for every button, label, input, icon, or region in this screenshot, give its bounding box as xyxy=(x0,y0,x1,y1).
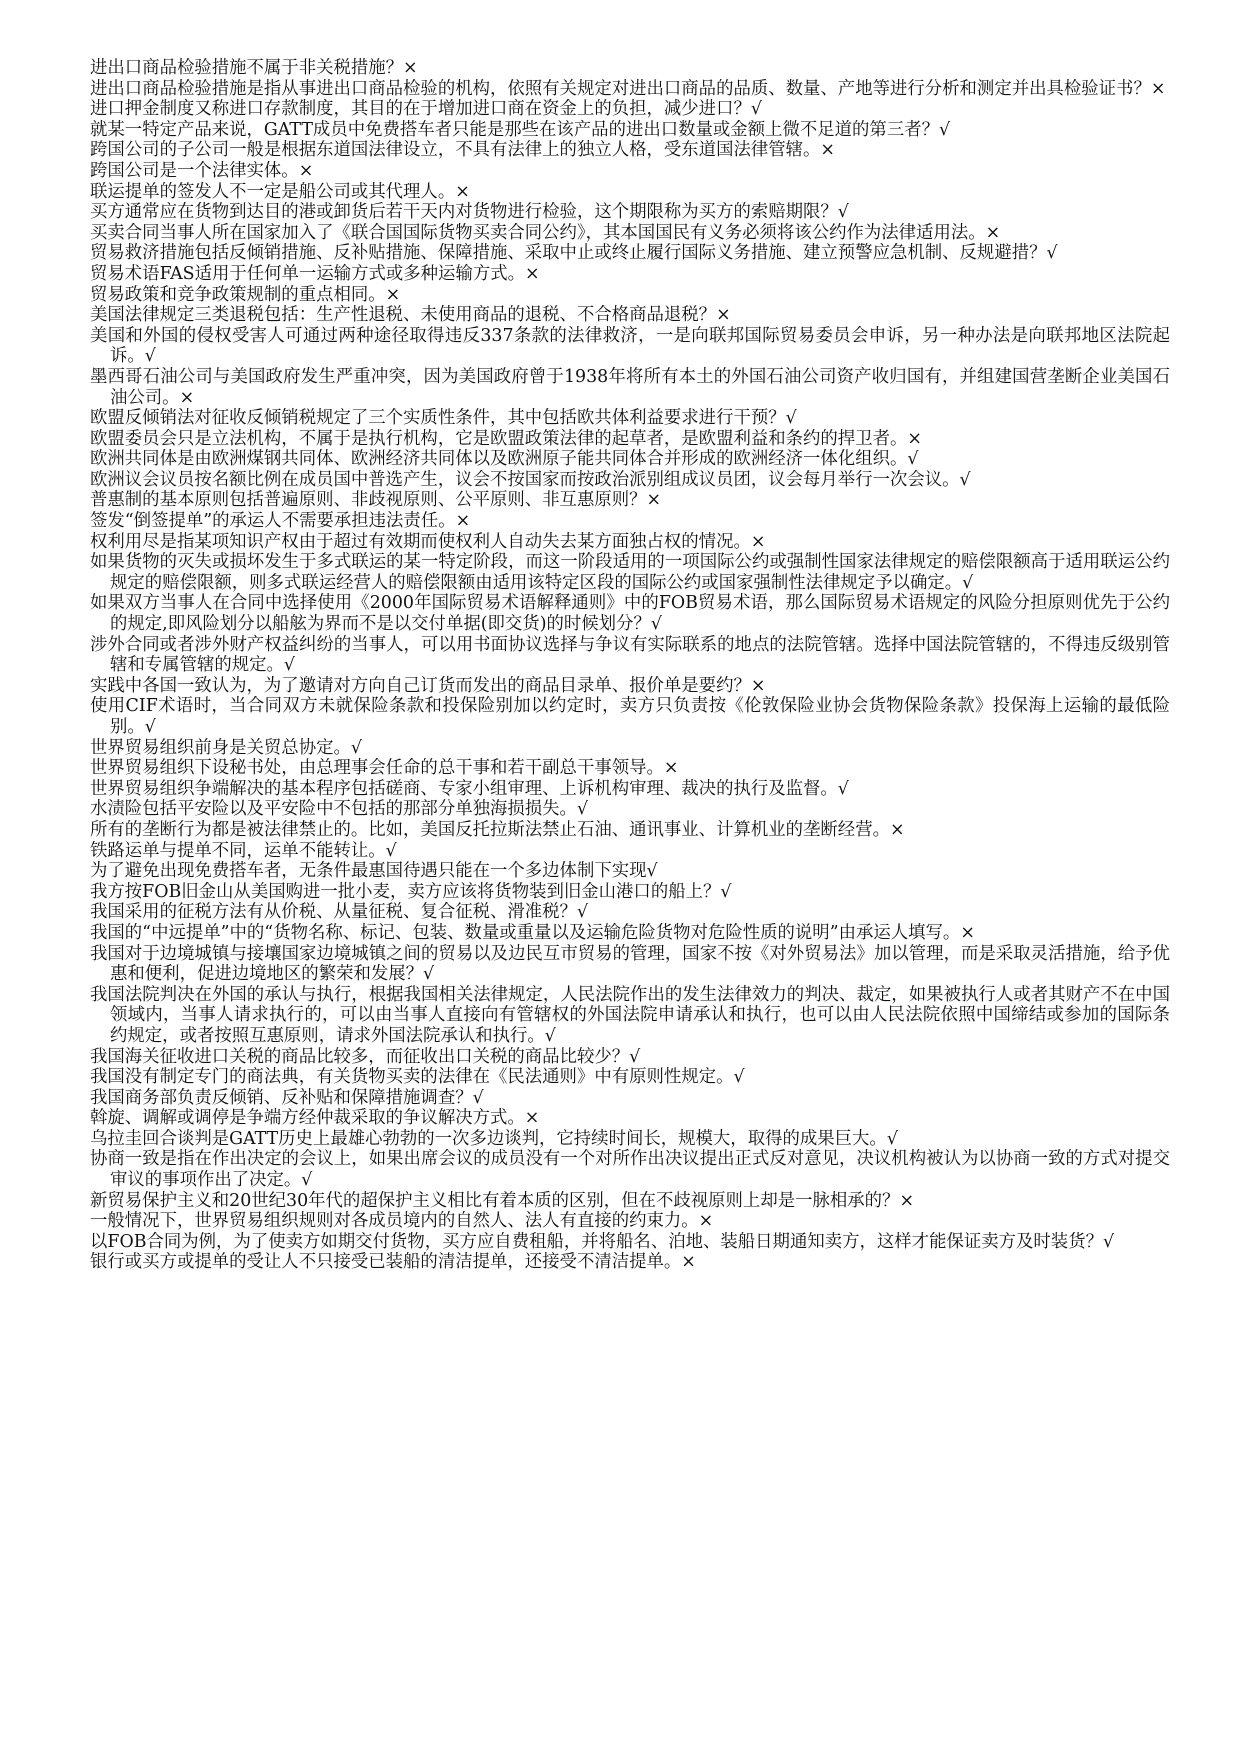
statement-item: 银行或买方或提单的受让人不只接受已装船的清洁提单，还接受不清洁提单。× xyxy=(90,1252,696,1273)
statement-item: 权利用尽是指某项知识产权由于超过有效期而使权利人自动失去某方面独占权的情况。× xyxy=(90,531,766,552)
statement-item: 世界贸易组织下设秘书处，由总理事会任命的总干事和若干副总干事领导。× xyxy=(90,758,679,779)
statement-item: 买卖合同当事人所在国家加入了《联合国国际货物买卖合同公约》，其本国国民有义务必须将该公约作为法律适用法。× xyxy=(90,222,1001,243)
statement-item: 进出口商品检验措施不属于非关税措施？× xyxy=(90,58,418,78)
statement-item: 进出口商品检验措施是指从事进出口商品检验的机构，依照有关规定对进出口商品的品质、数量、产地等进行分析和测定并出具检验证书？× xyxy=(90,78,1166,99)
statement-item: 新贸易保护主义和20世纪30年代的超保护主义相比有着本质的区别，但在不歧视原则上却是一脉相承的？× xyxy=(90,1190,915,1211)
statement-item: 如果货物的灭失或损坏发生于多式联运的某一特定阶段，而这一阶段适用的一项国际公约或强制性国家法律规定的赔偿限额高于适用联运公约规定的赔偿限额，则多式联运经营人的赔偿限额由适用该特定区段的国际公约或国家强制性法律规定予以确定。√ xyxy=(90,552,1170,593)
statement-item: 所有的垄断行为都是被法律禁止的。比如，美国反托拉斯法禁止石油、通讯事业、计算机业的垄断经营。× xyxy=(90,819,905,840)
statement-item: 买方通常应在货物到达目的港或卸货后若干天内对货物进行检验，这个期限称为买方的索赔期限？√ xyxy=(90,202,849,223)
statement-item: 欧洲共同体是由欧洲煤钢共同体、欧洲经济共同体以及欧洲原子能共同体合并形成的欧洲经济一体化组织。√ xyxy=(90,449,919,470)
statement-item: 我国采用的征税方法有从价税、从量征税、复合征税、滑准税？√ xyxy=(90,902,589,923)
statement-item: 我国的“中远提单”中的“货物名称、标记、包装、数量或重量以及运输危险货物对危险性质的说明”由承运人填写。× xyxy=(90,922,975,943)
statement-item: 我国商务部负责反倾销、反补贴和保障措施调查？√ xyxy=(90,1087,484,1108)
statement-item: 铁路运单与提单不同，运单不能转让。√ xyxy=(90,840,397,861)
document-page xyxy=(90,58,1170,1273)
statement-item: 一般情况下，世界贸易组织规则对各成员境内的自然人、法人有直接的约束力。× xyxy=(90,1211,714,1232)
statement-item: 跨国公司是一个法律实体。× xyxy=(90,160,314,181)
statement-item: 欧盟委员会只是立法机构，不属于是执行机构，它是欧盟政策法律的起草者，是欧盟利益和条约的捍卫者。× xyxy=(90,428,922,449)
statement-item: 欧盟反倾销法对征收反倾销税规定了三个实质性条件，其中包括欧共体利益要求进行干预？√ xyxy=(90,408,797,429)
statement-item: 世界贸易组织前身是关贸总协定。√ xyxy=(90,737,362,758)
statement-item: 欧洲议会议员按名额比例在成员国中普选产生，议会不按国家而按政治派别组成议员团，议会每月举行一次会议。√ xyxy=(90,469,971,490)
statement-item: 涉外合同或者涉外财产权益纠纷的当事人，可以用书面协议选择与争议有实际联系的地点的法院管辖。选择中国法院管辖的，不得违反级别管辖和专属管辖的规定。√ xyxy=(90,634,1170,676)
statement-item: 以FOB合同为例，为了使卖方如期交付货物，买方应自费租船，并将船名、泊地、装船日期通知卖方，这样才能保证卖方及时装货？√ xyxy=(90,1231,1115,1252)
statement-item: 如果双方当事人在合同中选择使用《2000年国际贸易术语解释通则》中的FOB贸易术语，那么国际贸易术语规定的风险分担原则优先于公约的规定,即风险划分以船舷为界而不是以交付单据(即交货)的时候划分？√ xyxy=(90,593,1170,635)
statement-item: 普惠制的基本原则包括普遍原则、非歧视原则、公平原则、非互惠原则？× xyxy=(90,490,662,511)
statement-item: 进口押金制度又称进口存款制度，其目的在于增加进口商在资金上的负担，减少进口？√ xyxy=(90,99,762,120)
statement-item: 美国法律规定三类退税包括：生产性退税、未使用商品的退税、不合格商品退税？× xyxy=(90,305,731,326)
statement-item: 为了避免出现免费搭车者，无条件最惠国待遇只能在一个多边体制下实现√ xyxy=(90,861,658,882)
statement-item: 签发“倒签提单”的承运人不需要承担违法责任。× xyxy=(90,511,471,532)
statement-item: 我国海关征收进口关税的商品比较多，而征收出口关税的商品比较少？√ xyxy=(90,1046,641,1067)
statement-item: 协商一致是指在作出决定的会议上，如果出席会议的成员没有一个对所作出决议提出正式反对意见，决议机构被认为以协商一致的方式对提交审议的事项作出了决定。√ xyxy=(90,1149,1170,1191)
statement-item: 贸易政策和竞争政策规制的重点相同。× xyxy=(90,284,401,305)
statement-item: 就某一特定产品来说，GATT成员中免费搭车者只能是那些在该产品的进出口数量或金额上微不足道的第三者？√ xyxy=(90,119,951,140)
statement-item: 贸易术语FAS适用于任何单一运输方式或多种运输方式。× xyxy=(90,263,540,284)
statement-item: 使用CIF术语时，当合同双方未就保险条款和投保险别加以约定时，卖方只负责按《伦敦保险业协会货物保险条款》投保海上运输的最低险别。√ xyxy=(90,696,1170,737)
statement-item: 联运提单的签发人不一定是船公司或其代理人。× xyxy=(90,181,470,202)
statement-item: 我国对于边境城镇与接壤国家边境城镇之间的贸易以及边民互市贸易的管理，国家不按《对外贸易法》加以管理，而是采取灵活措施，给予优惠和便利，促进边境地区的繁荣和发展？√ xyxy=(90,943,1170,985)
statement-item: 我方按FOB旧金山从美国购进一批小麦，卖方应该将货物装到旧金山港口的船上？√ xyxy=(90,881,732,902)
statement-item: 我国没有制定专门的商法典，有关货物买卖的法律在《民法通则》中有原则性规定。√ xyxy=(90,1067,745,1088)
statement-item: 贸易救济措施包括反倾销措施、反补贴措施、保障措施、采取中止或终止履行国际义务措施、建立预警应急机制、反规避措？√ xyxy=(90,243,1058,264)
statement-item: 实践中各国一致认为，为了邀请对方向自己订货而发出的商品目录单、报价单是要约？× xyxy=(90,675,766,696)
statement-item: 水渍险包括平安险以及平安险中不包括的那部分单独海损损失。√ xyxy=(90,799,589,820)
statement-item: 乌拉圭回合谈判是GATT历史上最雄心勃勃的一次多边谈判，它持续时间长，规模大，取得的成果巨大。√ xyxy=(90,1128,898,1149)
statement-item: 跨国公司的子公司一般是根据东道国法律设立，不具有法律上的独立人格，受东道国法律管辖。× xyxy=(90,140,835,161)
statement-item: 世界贸易组织争端解决的基本程序包括磋商、专家小组审理、上诉机构审理、裁决的执行及监督。√ xyxy=(90,778,849,799)
statement-item: 墨西哥石油公司与美国政府发生严重冲突，因为美国政府曾于1938年将所有本土的外国石油公司资产收归国有，并组建国营垄断企业美国石油公司。× xyxy=(90,366,1170,408)
statement-item: 斡旋、调解或调停是争端方经仲裁采取的争议解决方式。× xyxy=(90,1108,540,1129)
statement-item: 我国法院判决在外国的承认与执行，根据我国相关法律规定，人民法院作出的发生法律效力的判决、裁定，如果被执行人或者其财产不在中国领域内，当事人请求执行的，可以由当事人直接向有管辖权的外国法院申请承认和执行，也可以由人民法院依照中国缔结或参加的国际条约规定，或者按照互惠原则，请求外国法院承认和执行。√ xyxy=(90,984,1170,1046)
statement-item: 美国和外国的侵权受害人可通过两种途径取得违反337条款的法律救济，一是向联邦国际贸易委员会申诉，另一种办法是向联邦地区法院起诉。√ xyxy=(90,325,1170,367)
